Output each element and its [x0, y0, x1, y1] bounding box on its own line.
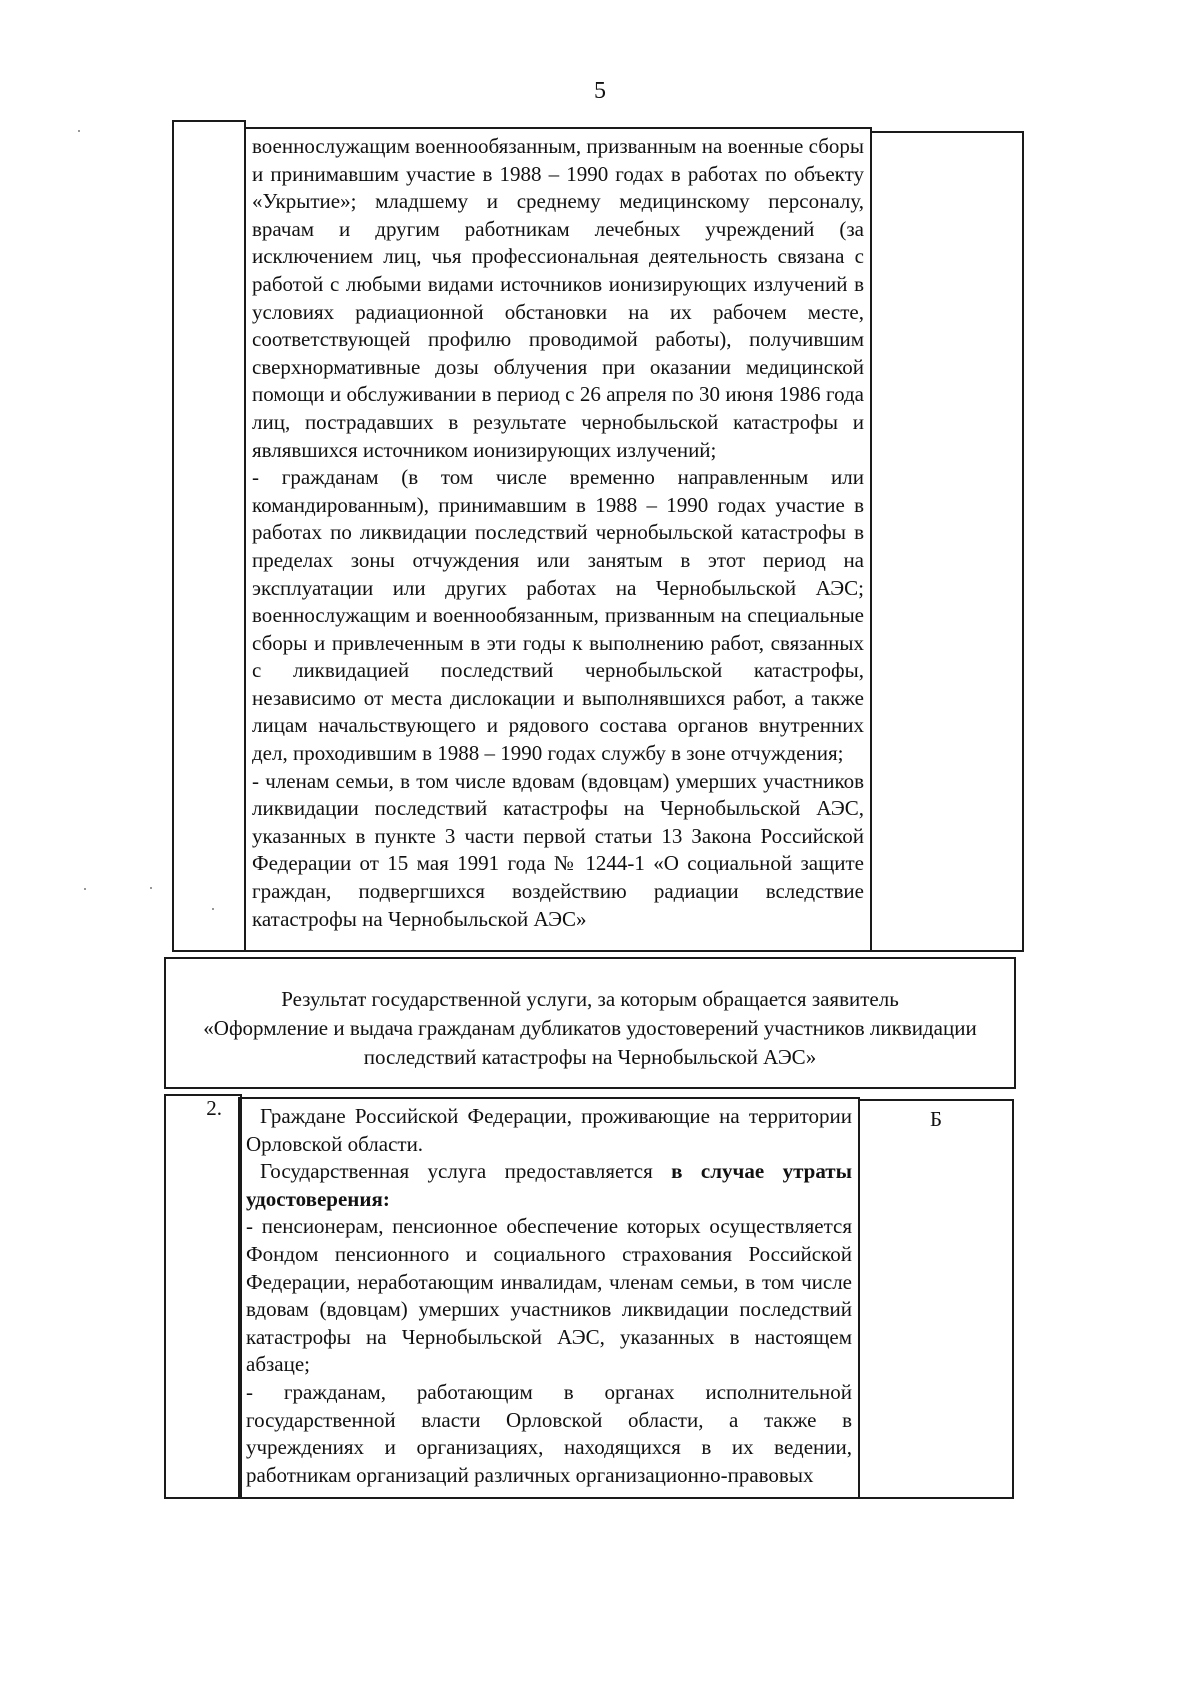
- scan-speck: [78, 130, 80, 132]
- row1-text-cell: [244, 127, 872, 952]
- row2-paragraph-1: Граждане Российской Федерации, проживающие на территории Орловской области.: [246, 1104, 852, 1156]
- row2-number-cell: [164, 1094, 242, 1499]
- row2-paragraph-2-emphasis: в случае утраты удостоверения:: [246, 1159, 852, 1211]
- row2-paragraph-3: - пенсионерам, пенсионное обеспечение которых осуществляется Фондом пенсионного и социального страхования Российской Федерации, неработающим инвалидам, членам семьи, в том числе вдовам (вдовцам) умерших участников ликвидации последствий катастрофы на Чернобыльской АЭС, указанных в настоящем абзаце;: [246, 1214, 852, 1377]
- row1-paragraph-3: - членам семьи, в том числе вдовам (вдовцам) умерших участников ликвидации последствий катастрофы на Чернобыльской АЭС, указанных в пункте 3 части первой статьи 13 Закона Российской Федерации от 15 мая 1991 года № 1244-1 «О социальной защите граждан, подвергшихся воздействию радиации вследствие катастрофы на Чернобыльской АЭС»: [252, 768, 864, 931]
- row2-text-cell: [238, 1097, 860, 1499]
- row2-category-cell: [858, 1099, 1014, 1499]
- row2-paragraph-4: - гражданам, работающим в органах исполнительной государственной власти Орловской области, а также в учреждениях и организациях, находящихся в их ведении, работникам организаций различных организационно-правовых: [246, 1379, 852, 1487]
- row1-paragraph-2: - гражданам (в том числе временно направленным или командированным), принимавшим в 1988 – 1990 годах участие в работах по ликвидации последствий чернобыльской катастрофы в пределах зоны отчуждения или занятым в этот период на эксплуатации или других работах на Чернобыльской АЭС; военнослужащим и военнообязанным, призванным на специальные сборы и привлеченным в эти годы к выполнению работ, связанных с ликвидацией последствий чернобыльской катастрофы, независимо от места дислокации и выполнявшихся работ, а также лицам начальствующего и рядового состава органов внутренних дел, проходившим в 1988 – 1990 годах службу в зоне отчуждения;: [252, 465, 864, 766]
- result-heading-line-2: «Оформление и выдача гражданам дубликатов удостоверений участников ликвидации: [203, 1016, 977, 1040]
- result-heading-line-3: последствий катастрофы на Чернобыльской АЭС»: [363, 1045, 817, 1069]
- page-number: 5: [594, 78, 606, 104]
- row2-paragraph-2-text: Государственная услуга предоставляется: [260, 1159, 672, 1184]
- row1-paragraph-1: военнослужащим военнообязанным, призванным на военные сборы и принимавшим участие в 1988 – 1990 годах в работах по объекту «Укрытие»; младшему и среднему медицинскому персоналу, врачам и другим работникам лечебных учреждений (за исключением лиц, чья профессиональная деятельность связана с работой с любыми видами источников ионизирующих излучений в условиях радиационной обстановки на их рабочем месте, соответствующей профилю проводимой работы), получившим сверхнормативные дозы облучения при оказании медицинской помощи и обслуживании в период с 26 апреля по 30 июня 1986 года лиц, пострадавших в результате чернобыльской катастрофы и являвшихся источником ионизирующих излучений;: [252, 134, 864, 462]
- row2-number: 2.: [206, 1096, 222, 1120]
- scan-speck: [150, 887, 152, 889]
- row1-number-cell: [172, 120, 246, 952]
- row2-category: Б: [929, 1107, 943, 1131]
- result-heading-line-1: Результат государственной услуги, за которым обращается заявитель: [281, 987, 899, 1011]
- row2-paragraph-2: [246, 1158, 852, 1213]
- scan-speck: [84, 888, 86, 890]
- result-heading-cell: [164, 957, 1016, 1089]
- scan-speck: [212, 908, 214, 910]
- row1-category-cell: [870, 131, 1024, 952]
